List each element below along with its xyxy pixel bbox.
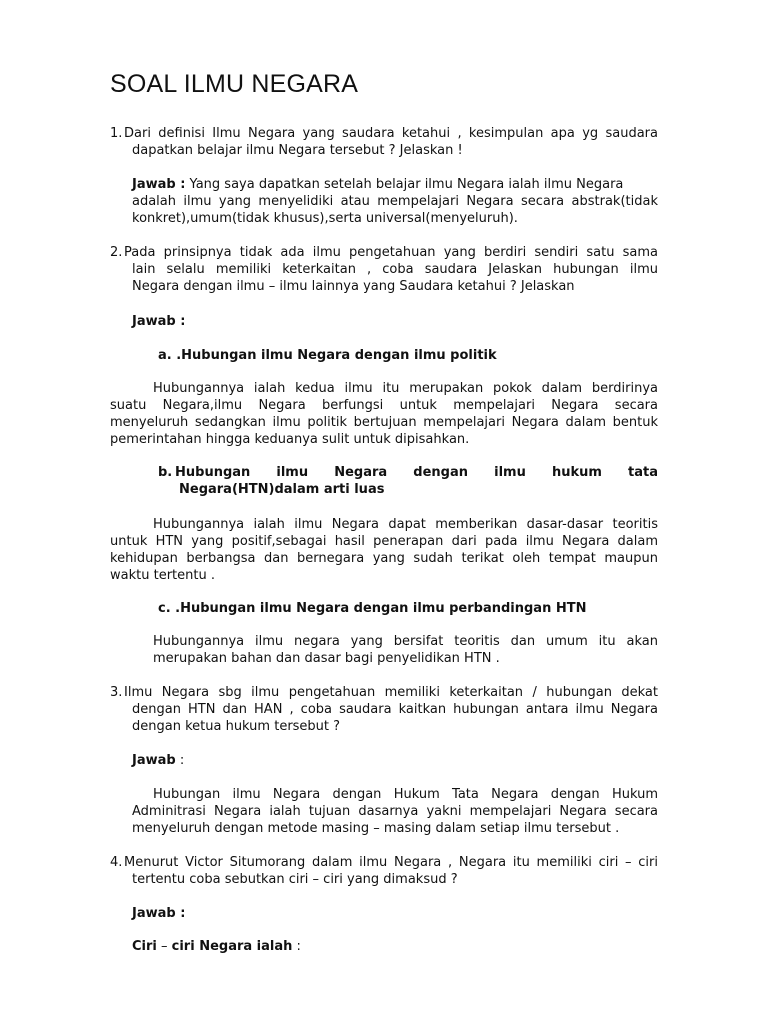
q2-text	[124, 244, 658, 295]
q2-b-line-1: Hubungannya ialah ilmu Negara dapat memberikan dasar-dasar teoritis	[153, 517, 658, 532]
q4-text	[124, 854, 658, 888]
q4-line-2: tertentu coba sebutkan ciri – ciri yang dimaksud ?	[132, 872, 458, 887]
q2-sub-c-heading: c. .Hubungan ilmu Negara dengan ilmu perbandingan HTN	[158, 601, 587, 616]
q2-b-heading-line-1: Hubungan ilmu Negara dengan ilmu hukum tata	[175, 465, 658, 480]
q3-line-2: dengan HTN dan HAN , coba saudara kaitkan hubungan antara ilmu Negara	[132, 702, 658, 717]
q2-line-1: Pada prinsipnya tidak ada ilmu pengetahuan yang berdiri sendiri satu sama	[124, 245, 658, 260]
q4-number: 4.	[110, 855, 123, 870]
q1-answer-label: Jawab :	[132, 177, 186, 192]
q1-answer-line-2: adalah ilmu yang menyelidiki atau mempelajari Negara secara abstrak(tidak	[132, 194, 658, 209]
q2-line-3: Negara dengan ilmu – ilmu lainnya yang Saudara ketahui ? Jelaskan	[132, 279, 575, 294]
q1-line-1: Dari definisi Ilmu Negara yang saudara ketahui , kesimpulan apa yg saudara	[124, 126, 658, 141]
q2-b-line-4: waktu tertentu .	[110, 568, 215, 583]
q3-p-line-1: Hubungan ilmu Negara dengan Hukum Tata Negara dengan Hukum	[153, 787, 658, 802]
q4-answer-label: Jawab :	[132, 906, 186, 921]
q3-p-line-3: menyeluruh dengan metode masing – masing dalam setiap ilmu tersebut .	[132, 821, 620, 836]
q4-line-1: Menurut Victor Situmorang dalam ilmu Negara , Negara itu memiliki ciri – ciri	[124, 855, 658, 870]
q1-text	[124, 125, 658, 159]
q3-line-3: dengan ketua hukum tersebut ?	[132, 719, 341, 734]
q1-answer-line-1: Yang saya dapatkan setelah belajar ilmu Negara ialah ilmu Negara	[185, 177, 624, 192]
q3-p-line-2: Adminitrasi Negara ialah tujuan dasarnya yakni mempelajari Negara secara	[132, 804, 658, 819]
q2-sub-b-heading	[175, 464, 658, 498]
q2-b-line-2: untuk HTN yang positif,sebagai hasil penerapan dari pada ilmu Negara dalam	[110, 534, 658, 549]
q2-b-line-3: kehidupan berbangsa dan bernegara yang sudah terikat oleh tempat maupun	[110, 551, 658, 566]
q2-sub-b-label: b.	[158, 465, 173, 480]
q2-a-line-3: menyeluruh sedangkan ilmu politik bertujuan mempelajari Negara dalam bentuk	[110, 415, 658, 430]
q3-text	[124, 684, 658, 735]
q2-a-line-4: pemerintahan hingga keduanya sulit untuk dipisahkan.	[110, 432, 470, 447]
q2-line-2: lain selalu memiliki keterkaitan , coba saudara Jelaskan hubungan ilmu	[132, 262, 658, 277]
q2-c-line-1: Hubungannya ilmu negara yang bersifat teoritis dan umum itu akan	[153, 634, 658, 649]
q3-answer-label: Jawab :	[132, 753, 185, 768]
q2-a-line-1: Hubungannya ialah kedua ilmu itu merupakan pokok dalam berdirinya	[153, 381, 658, 396]
q1-number: 1.	[110, 126, 123, 141]
q1-answer-line-3: konkret),umum(tidak khusus),serta universal(menyeluruh).	[132, 211, 518, 226]
q2-sub-a-heading: a. .Hubungan ilmu Negara dengan ilmu politik	[158, 348, 497, 363]
q2-answer-label: Jawab :	[132, 314, 186, 329]
q2-sub-c-paragraph	[153, 633, 658, 667]
q2-b-heading-line-2: Negara(HTN)dalam arti luas	[179, 482, 385, 497]
page-title: SOAL ILMU NEGARA	[110, 70, 359, 98]
q3-line-1: Ilmu Negara sbg ilmu pengetahuan memiliki keterkaitan / hubungan dekat	[124, 685, 658, 700]
q2-a-line-2: suatu Negara,ilmu Negara berfungsi untuk mempelajari Negara secara	[110, 398, 658, 413]
q1-line-2: dapatkan belajar ilmu Negara tersebut ? Jelaskan !	[132, 143, 463, 158]
q4-ciri-heading: Ciri – ciri Negara ialah :	[132, 939, 301, 954]
q2-sub-b-paragraph	[110, 516, 658, 584]
q3-answer-paragraph	[132, 786, 658, 837]
q2-sub-a-paragraph	[110, 380, 658, 448]
q1-answer	[132, 176, 658, 227]
q2-c-line-2: merupakan bahan dan dasar bagi penyelidikan HTN .	[153, 651, 500, 666]
q3-number: 3.	[110, 685, 123, 700]
q2-number: 2.	[110, 245, 123, 260]
